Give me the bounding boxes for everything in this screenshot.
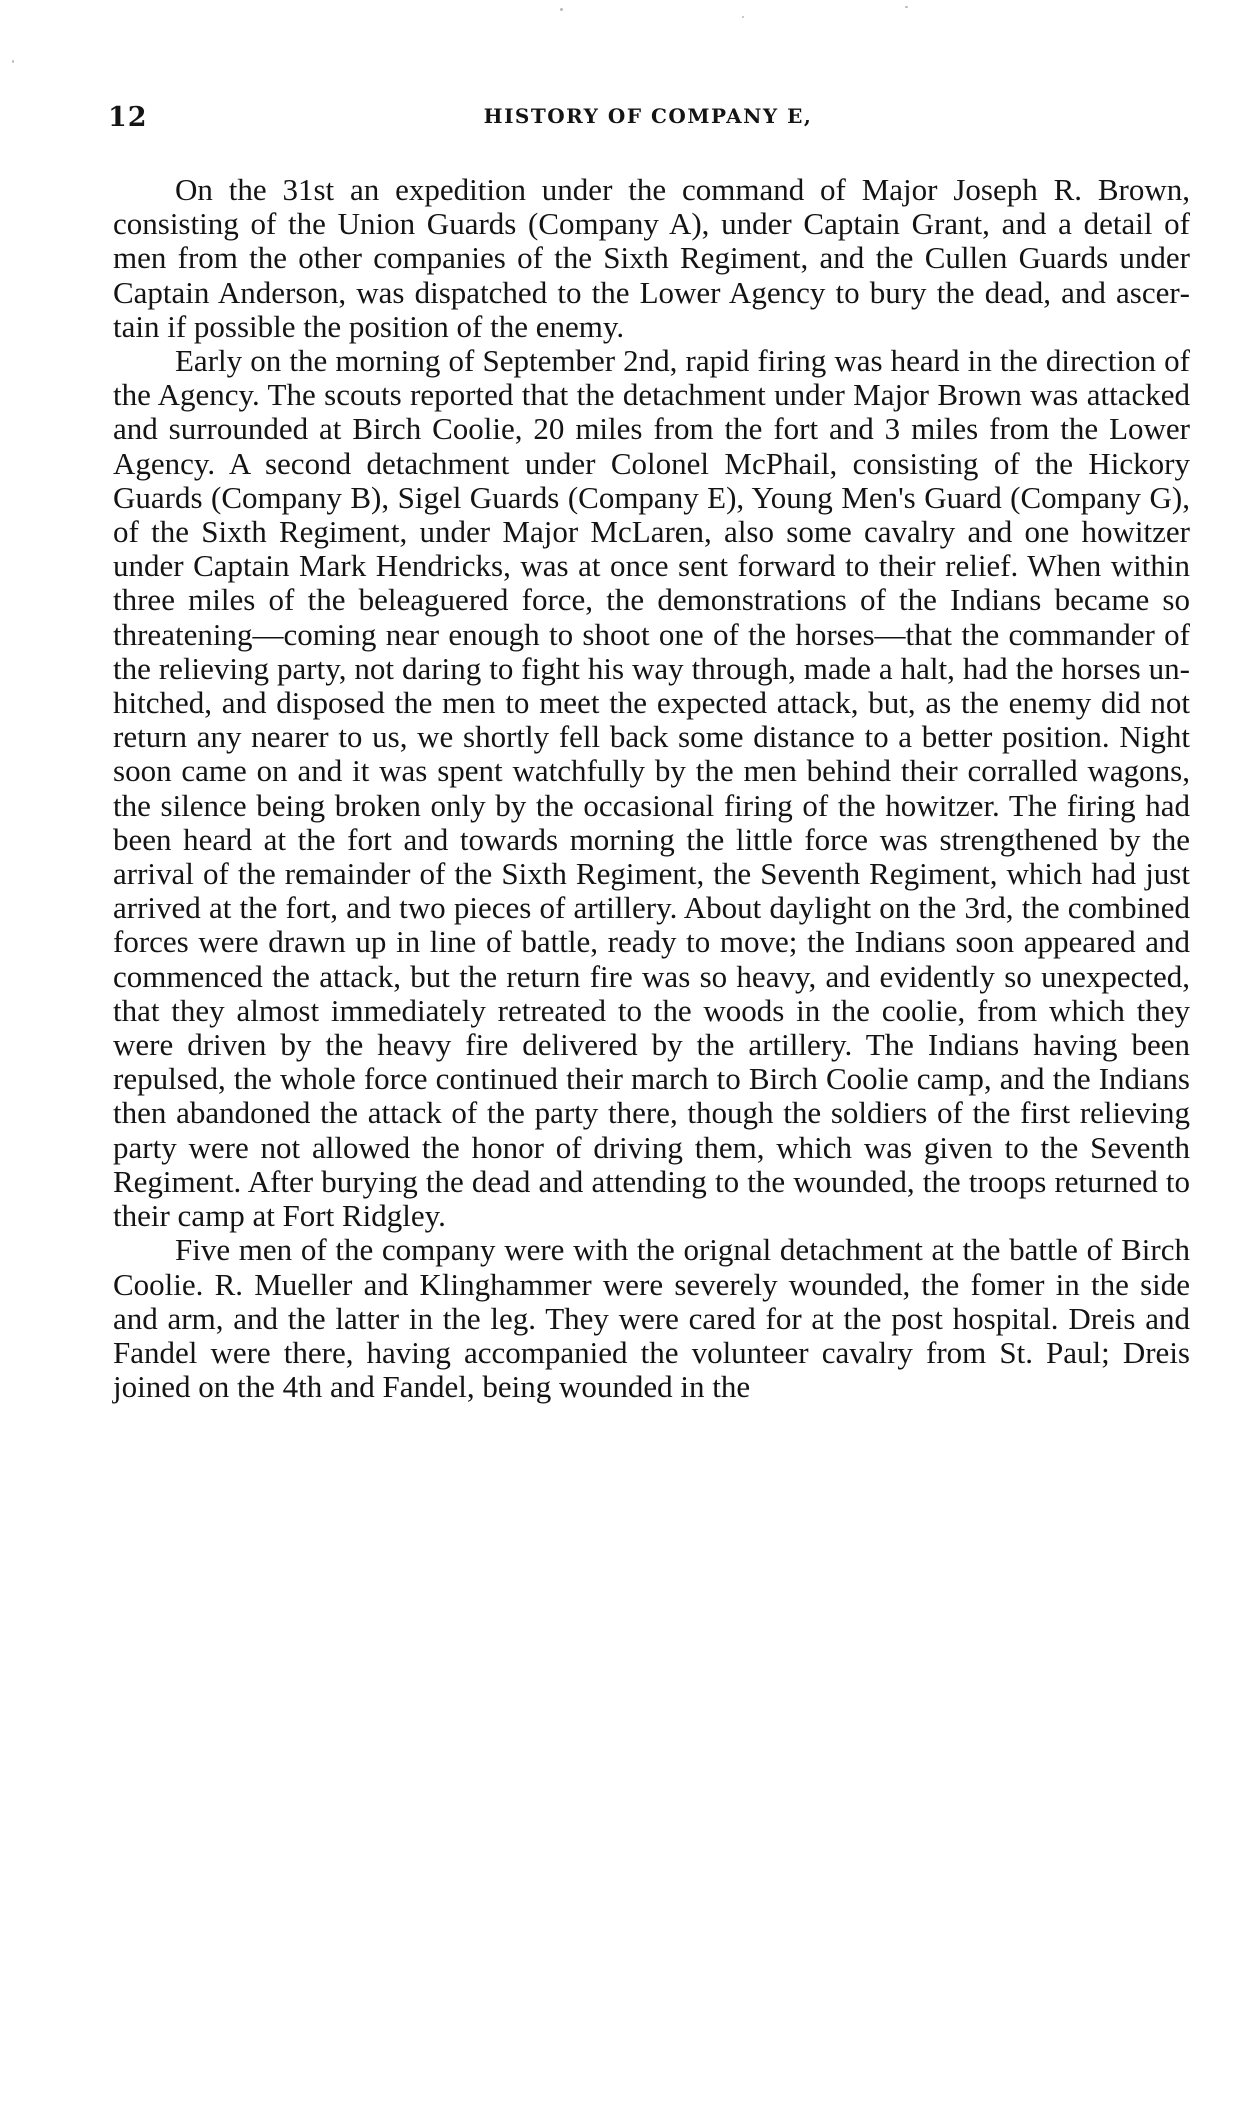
body-text — [113, 173, 1190, 1404]
page-header — [108, 102, 1188, 138]
scan-speck — [12, 60, 14, 63]
running-title: HISTORY OF COMPANY E, — [483, 104, 813, 128]
scan-speck — [560, 8, 563, 11]
page-number: 12 — [108, 102, 148, 133]
paragraph: Early on the morning of September 2nd, rapid firing was heard in the direction of the Agency. The scouts reported that the detachment under Major Brown was attacked and surrounded at Birch Coolie, 20 miles from the fort and 3 miles from the Lower Agency. A second detachment under Colonel McPhail, consisting of the Hickory Guards (Company B), Sigel Guards (Company E), Young Men's Guard (Company G), of the Sixth Regiment, under Major McLaren, also some cavalry and one howitzer under Captain Mark Hendricks, was at once sent forward to their relief. When within three miles of the beleaguered force, the demonstrations of the Indians became so threatening—coming near enough to shoot one of the horses—that the commander of the relieving party, not daring to fight his way through, made a halt, had the horses unhitched, and disposed the men to meet the expected attack, but, as the enemy did not return any nearer to us, we shortly fell back some distance to a better position. Night soon came on and it was spent watchfully by the men behind their corralled wagons, the silence being broken only by the occasional firing of the howitzer. The firing had been heard at the fort and towards morning the little force was strengthened by the arrival of the remainder of the Sixth Regiment, the Seventh Regiment, which had just arrived at the fort, and two pieces of artillery. About daylight on the 3rd, the combined forces were drawn up in line of battle, ready to move; the Indians soon appeared and commenced the attack, but the return fire was so heavy, and evidently so unexpected, that they almost immediately retreated to the woods in the coolie, from which they were driven by the heavy fire delivered by the artillery. The Indians having been repulsed, the whole force continued their march to Birch Coolie camp, and the Indians then abandoned the attack of the party there, though the soldiers of the first relieving party were not allowed the honor of driving them, which was given to the Seventh Regiment. After burying the dead and attending to the wounded, the troops returned to their camp at Fort Ridgley. — [113, 343, 1190, 1234]
paragraph: On the 31st an expedition under the command of Major Joseph R. Brown, consisting of the Union Guards (Company A), under Captain Grant, and a detail of men from the other companies of the Sixth Regiment, and the Cullen Guards under Captain Anderson, was dispatched to the Lower Agency to bury the dead, and ascertain if possible the position of the enemy. — [113, 172, 1190, 344]
scan-speck — [742, 16, 744, 18]
scan-speck — [905, 6, 908, 8]
paragraph: Five men of the company were with the orignal detachment at the battle of Birch Coolie. R. Mueller and Klinghammer were severely wounded, the fomer in the side and arm, and the latter in the leg. They were cared for at the post hospital. Dreis and Fandel were there, having accompanied the volunteer cavalry from St. Paul; Dreis joined on the 4th and Fandel, being wounded in the — [113, 1232, 1190, 1405]
